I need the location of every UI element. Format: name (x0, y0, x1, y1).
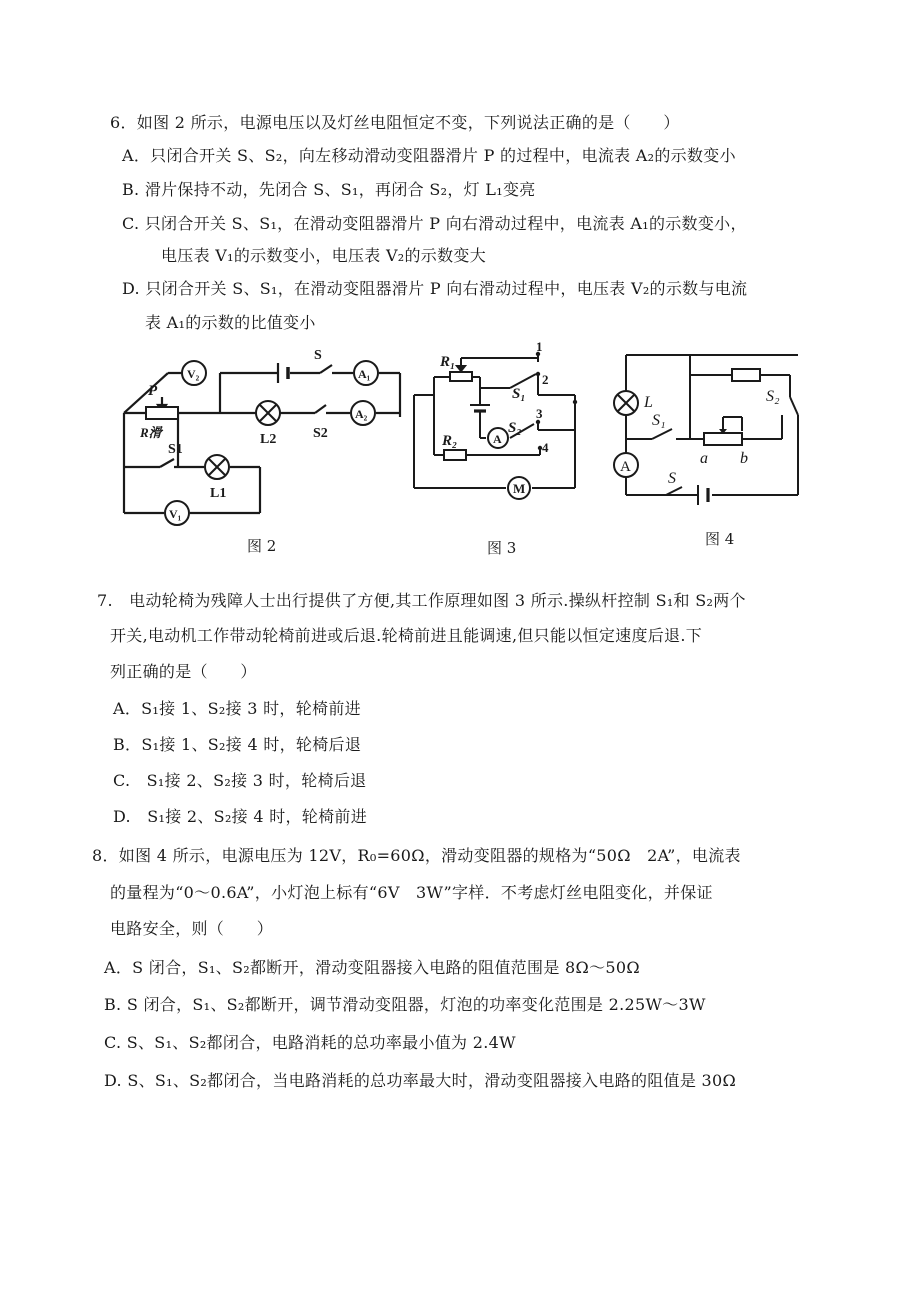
fig3-n1-label: 1 (536, 340, 543, 354)
fig2-a1-label: A₁ (358, 367, 371, 381)
q8-option-c: C. S、S₁、S₂都闭合，电路消耗的总功率最小值为 2.4W (104, 1033, 516, 1052)
figure-2-circuit (110, 345, 410, 530)
fig4-ammeter-label: A (620, 459, 631, 475)
fig4-l-label: L (644, 394, 653, 411)
fig3-r2-label: R₂ (442, 433, 458, 449)
fig2-s1-label: S1 (168, 442, 183, 457)
fig4-s1-label: S₁ (652, 412, 666, 429)
fig3-n3-label: 3 (536, 406, 543, 421)
q6-stem: 6．如图 2 所示，电源电压以及灯丝电阻恒定不变，下列说法正确的是（ ） (110, 113, 680, 132)
fig4-a-point-label: a (700, 450, 708, 467)
fig3-m-label: M (513, 481, 526, 496)
q7-stem-line1: 7. 电动轮椅为残障人士出行提供了方便,其工作原理如图 3 所示.操纵杆控制 S₁和 S₂两个 (97, 591, 746, 610)
q6-option-c-line1: C. 只闭合开关 S、S₁，在滑动变阻器滑片 P 向右滑动过程中，电流表 A₁的示数变小， (122, 214, 747, 233)
q6-option-d-line2: 表 A₁的示数的比值变小 (145, 313, 316, 332)
q7-option-d: D. S₁接 2、S₂接 4 时，轮椅前进 (113, 807, 368, 826)
q7-option-c: C. S₁接 2、S₂接 3 时，轮椅后退 (113, 771, 367, 790)
fig2-a2-label: A₂ (355, 407, 368, 421)
q7-stem-line3: 列正确的是（ ） (110, 662, 257, 681)
fig3-s1-label: S₁ (512, 386, 526, 402)
q8-option-b: B. S 闭合，S₁、S₂都断开，调节滑动变阻器，灯泡的功率变化范围是 2.25W～3W (104, 995, 706, 1014)
q6-option-b: B. 滑片保持不动，先闭合 S、S₁，再闭合 S₂，灯 L₁变亮 (122, 180, 536, 199)
fig3-s2-label: S₂ (508, 420, 522, 436)
fig2-v1-label: V₁ (169, 507, 182, 521)
q7-stem-line2: 开关,电动机工作带动轮椅前进或后退.轮椅前进且能调速,但只能以恒定速度后退.下 (110, 626, 703, 645)
q8-option-d: D. S、S₁、S₂都闭合，当电路消耗的总功率最大时，滑动变阻器接入电路的阻值是 30Ω (104, 1071, 737, 1090)
q8-option-a: A．S 闭合，S₁、S₂都断开，滑动变阻器接入电路的阻值范围是 8Ω～50Ω (104, 958, 640, 977)
q6-option-a: A．只闭合开关 S、S₂，向左移动滑动变阻器滑片 P 的过程中，电流表 A₂的示数变小 (122, 146, 736, 165)
fig3-n2-label: 2 (542, 372, 549, 387)
fig3-r1-label: R₁ (440, 354, 456, 370)
fig3-a-label: A (493, 432, 502, 446)
q8-stem-line1: 8．如图 4 所示，电源电压为 12V，R₀=60Ω，滑动变阻器的规格为“50Ω 2A”，电流表 (92, 846, 741, 865)
q8-stem-line2: 的量程为“0～0.6A”，小灯泡上标有“6V 3W”字样．不考虑灯丝电阻变化，并保证 (110, 883, 713, 902)
fig4-b-point-label: b (740, 450, 748, 467)
q8-stem-line3: 电路安全，则（ ） (110, 919, 274, 938)
fig2-s2-label: S2 (313, 426, 328, 441)
fig2-l2-label: L2 (260, 432, 277, 447)
fig2-v2-label: V₂ (187, 367, 200, 381)
q7-option-b: B．S₁接 1、S₂接 4 时，轮椅后退 (113, 735, 362, 754)
q7-option-a: A．S₁接 1、S₂接 3 时，轮椅前进 (113, 699, 361, 718)
figure-3-circuit (410, 340, 600, 500)
q6-option-d-line1: D. 只闭合开关 S、S₁，在滑动变阻器滑片 P 向右滑动过程中，电压表 V₂的示数与电流 (122, 279, 748, 298)
q6-option-c-line2: 电压表 V₁的示数变小，电压表 V₂的示数变大 (161, 246, 487, 265)
figure-4-circuit (606, 345, 806, 505)
fig3-n4-label: 4 (542, 440, 549, 455)
fig2-s-label: S (314, 348, 322, 363)
fig4-s-label: S (668, 470, 676, 487)
fig2-p-label: P (148, 383, 158, 399)
fig2-l1-label: L1 (210, 486, 227, 501)
figure-3-caption: 图 3 (487, 539, 517, 557)
fig2-r-label: R滑 (140, 425, 162, 440)
figure-4-caption: 图 4 (705, 530, 735, 548)
figure-2-caption: 图 2 (247, 537, 277, 555)
fig4-s2-label: S₂ (766, 388, 780, 405)
